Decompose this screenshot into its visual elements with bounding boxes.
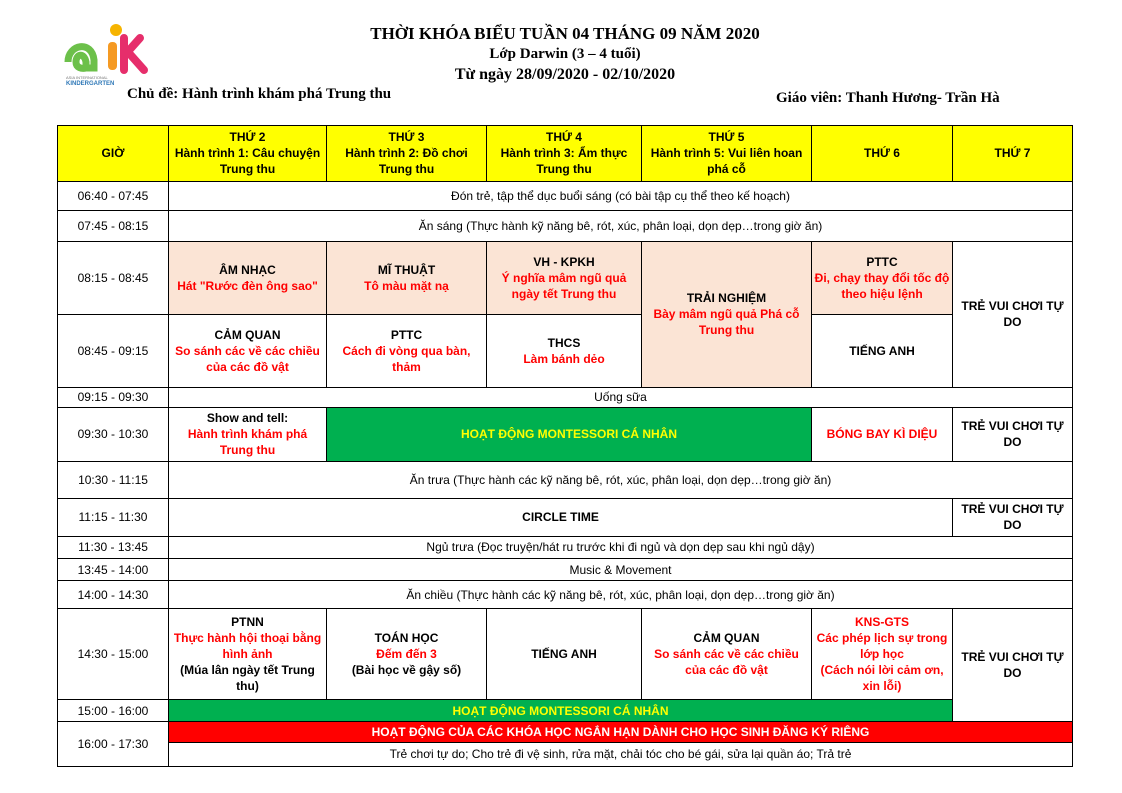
activity-cell: Music & Movement [169,559,1073,581]
date-range: Từ ngày 28/09/2020 - 02/10/2020 [454,66,676,83]
activity-cell-sat: TRẺ VUI CHƠI TỰ DO [953,608,1073,722]
activity-cell-sat: TRẺ VUI CHƠI TỰ DO [953,407,1073,461]
activity-cell-mon: Show and tell: Hành trình khám phá Trung thu [169,407,327,461]
activity-cell-thu: TRẢI NGHIỆM Bày mâm ngũ quả Phá cỗ Trung thu [642,241,812,387]
table-row [58,699,1073,721]
timetable [57,125,1073,767]
montessori-cell: HOẠT ĐỘNG MONTESSORI CÁ NHÂN [327,407,812,461]
page-title: THỜI KHÓA BIỂU TUẦN 04 THÁNG 09 NĂM 2020 [370,24,760,43]
col-header-fri: THỨ 6 [812,126,953,182]
col-header-tue: THỨ 3 Hành trình 2: Đồ chơi Trung thu [327,126,487,182]
activity-cell-mon: ÂM NHẠC Hát "Rước đèn ông sao" [169,241,327,314]
time-cell: 11:15 - 11:30 [58,499,169,537]
col-header-wed: THỨ 4 Hành trình 3: Ẩm thực Trung thu [487,126,642,182]
activity-cell-tue: TOÁN HỌC Đếm đến 3 (Bài học về gậy số) [327,608,487,699]
activity-cell: Uống sữa [169,387,1073,407]
time-cell: 08:45 - 09:15 [58,314,169,387]
activity-cell-tue: PTTC Cách đi vòng qua bàn, thảm [327,314,487,387]
activity-cell-fri: PTTC Đi, chạy thay đổi tốc độ theo hiệu lệnh [812,241,953,314]
school-logo [62,22,160,86]
table-row [58,499,1073,537]
col-header-time: GIỜ [58,126,169,182]
col-header-thu: THỨ 5 Hành trình 5: Vui liên hoan phá cỗ [642,126,812,182]
activity-cell: Ngủ trưa (Đọc truyện/hát ru trước khi đi ngủ và dọn dẹp sau khi ngủ dậy) [169,536,1073,558]
activity-cell: Đón trẻ, tập thể dục buổi sáng (có bài tập cụ thể theo kế hoạch) [169,181,1073,210]
activity-cell-mon: PTNN Thực hành hội thoại bằng hình ảnh (Múa lân ngày tết Trung thu) [169,608,327,699]
time-cell: 16:00 - 17:30 [58,722,169,767]
table-row [58,241,1073,314]
activity-cell-sat: TRẺ VUI CHƠI TỰ DO [953,241,1073,387]
activity-cell: Ăn chiều (Thực hành các kỹ năng bê, rót, xúc, phân loại, dọn dẹp…trong giờ ăn) [169,581,1073,608]
table-row [58,581,1073,608]
activity-cell-fri: BÓNG BAY KÌ DIỆU [812,407,953,461]
svg-text:ASIA INTERNATIONAL: ASIA INTERNATIONAL [66,75,108,80]
montessori-cell: HOẠT ĐỘNG MONTESSORI CÁ NHÂN [169,699,953,721]
table-row [58,387,1073,407]
time-cell: 14:00 - 14:30 [58,581,169,608]
class-name: Lớp Darwin (3 – 4 tuổi) [489,46,641,62]
svg-text:KINDERGARTEN: KINDERGARTEN [66,81,115,86]
table-row [58,536,1073,558]
activity-cell-sat: TRẺ VUI CHƠI TỰ DO [953,499,1073,537]
title-block [330,24,800,86]
theme-label: Chủ đề: Hành trình khám phá Trung thu [127,86,392,102]
time-cell: 07:45 - 08:15 [58,211,169,241]
activity-cell-mon: CẢM QUAN So sánh các về các chiều của các đồ vật [169,314,327,387]
time-cell: 11:30 - 13:45 [58,536,169,558]
activity-cell-fri: TIẾNG ANH [812,314,953,387]
circle-time-cell: CIRCLE TIME [169,499,953,537]
col-header-mon: THỨ 2 Hành trình 1: Câu chuyện Trung thu [169,126,327,182]
table-row [58,314,1073,387]
short-course-cell: HOẠT ĐỘNG CỦA CÁC KHÓA HỌC NGẮN HẠN DÀNH CHO HỌC SINH ĐĂNG KÝ RIÊNG [169,722,1073,742]
activity-cell: Trẻ chơi tự do; Cho trẻ đi vệ sinh, rửa mặt, chải tóc cho bé gái, sửa lại quần áo; Trả trẻ [169,742,1073,766]
time-cell: 08:15 - 08:45 [58,241,169,314]
activity-cell-wed: TIẾNG ANH [487,608,642,699]
col-header-sat: THỨ 7 [953,126,1073,182]
time-cell: 06:40 - 07:45 [58,181,169,210]
time-cell: 14:30 - 15:00 [58,608,169,699]
activity-cell: Ăn trưa (Thực hành các kỹ năng bê, rót, xúc, phân loại, dọn dẹp…trong giờ ăn) [169,461,1073,499]
header-row [58,126,1073,182]
table-row [58,742,1073,766]
table-row [58,211,1073,241]
time-cell: 13:45 - 14:00 [58,559,169,581]
table-row [58,181,1073,210]
table-row [58,722,1073,742]
table-row [58,461,1073,499]
activity-cell-thu: CẢM QUAN So sánh các về các chiều của các đồ vật [642,608,812,699]
time-cell: 15:00 - 16:00 [58,699,169,721]
table-row [58,407,1073,461]
activity-cell: Ăn sáng (Thực hành kỹ năng bê, rót, xúc, phân loại, dọn dẹp…trong giờ ăn) [169,211,1073,241]
teacher-label: Giáo viên: Thanh Hương- Trần Hà [776,90,1000,106]
activity-cell-wed: THCS Làm bánh dẻo [487,314,642,387]
activity-cell-tue: MĨ THUẬT Tô màu mặt nạ [327,241,487,314]
activity-cell-fri: KNS-GTS Các phép lịch sự trong lớp học (Cách nói lời cảm ơn, xin lỗi) [812,608,953,699]
table-row [58,608,1073,699]
table-row [58,559,1073,581]
time-cell: 10:30 - 11:15 [58,461,169,499]
time-cell: 09:30 - 10:30 [58,407,169,461]
activity-cell-wed: VH - KPKH Ý nghĩa mâm ngũ quả ngày tết Trung thu [487,241,642,314]
time-cell: 09:15 - 09:30 [58,387,169,407]
